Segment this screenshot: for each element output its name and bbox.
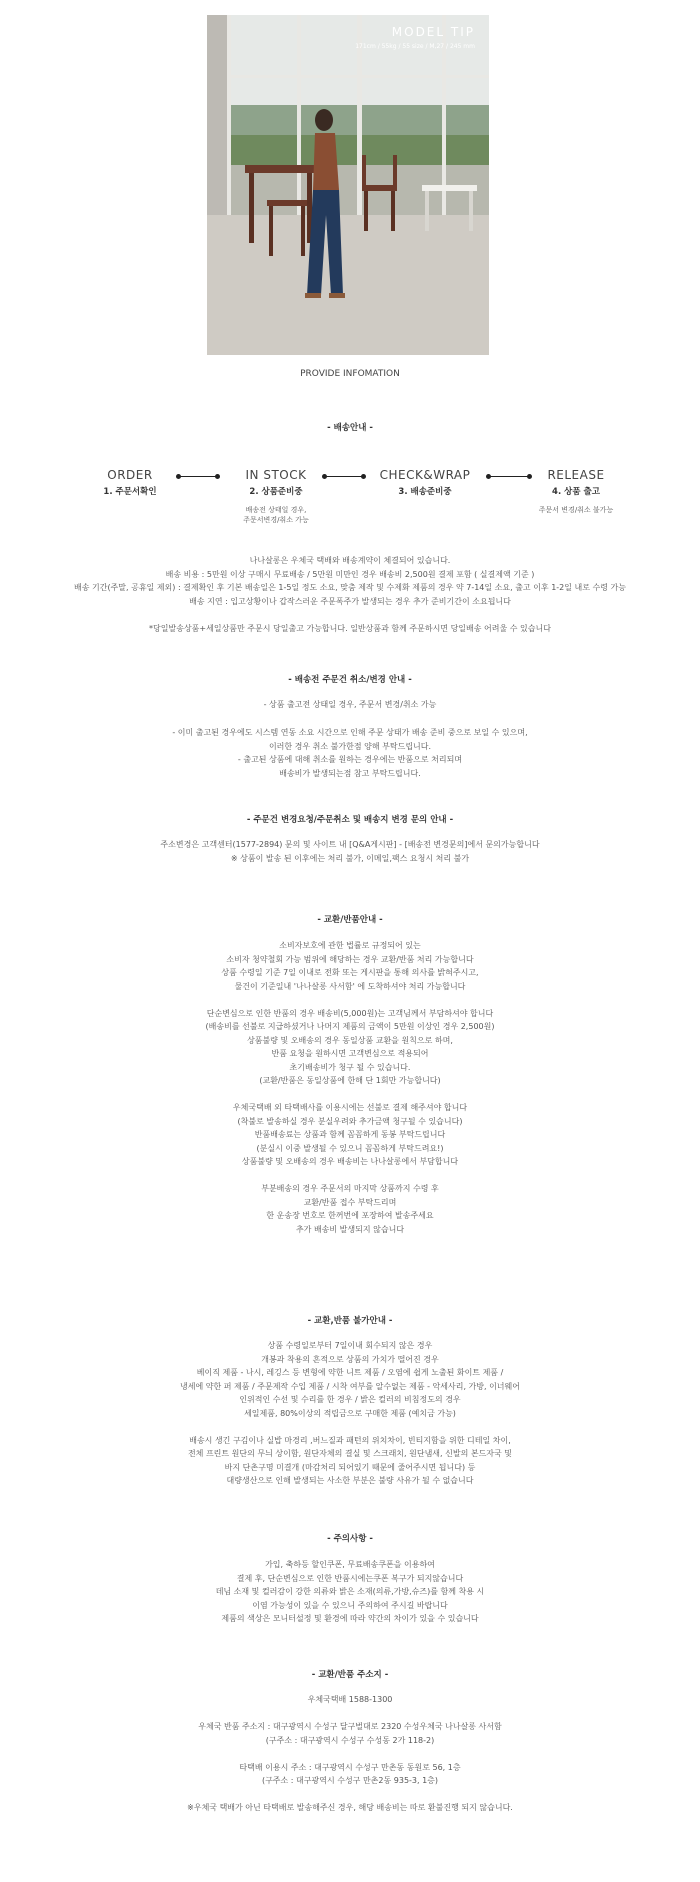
shipping-line: 배송 비용 : 5만원 이상 구매시 무료배송 / 5만원 미만인 경우 배송비 2,500원 결제 포함 ( 실결제액 기준 ) — [165, 569, 535, 579]
impossible-line: 대량생산으로 인해 발생되는 사소한 부분은 불량 사유가 될 수 없습니다 — [226, 1476, 474, 1485]
shipping-note: *당일발송상품+세일상품만 주문시 당일출고 가능합니다. 일반상품과 함께 주문하시면 당일배송 어려울 수 있습니다 — [149, 623, 551, 633]
exchange-line: 우체국택배 외 타택배사를 이용시에는 선불로 결제 해주셔야 합니다 — [232, 1103, 468, 1112]
exchange-line: (배송비를 선불로 지급하셨거나 나머지 제품의 금액이 5만원 이상인 경우 2,500원) — [205, 1022, 495, 1031]
impossible-line: 인위적인 수선 및 수리를 한 경우 / 밝은 컬러의 비침정도의 경우 — [239, 1395, 461, 1404]
exchange-line: (분실시 이중 발생될 수 있으니 꼼꼼하게 부탁드려요!) — [256, 1143, 444, 1153]
cancel-line: 이러한 경우 취소 불가한점 양해 부탁드립니다. — [268, 741, 432, 751]
address-line — [0, 1707, 700, 1721]
impossible-line — [0, 1420, 700, 1434]
impossible-line: 전체 프린트 원단의 무늬 상이함, 원단자체의 결실 및 스크래치, 원단냄새, 신발의 본드자국 및 — [187, 1449, 513, 1458]
step-arrow — [178, 476, 218, 477]
shipping-line: 배송 지연 : 입고상황이나 갑작스러운 주문폭주가 발생되는 경우 추가 준비기간이 소요됩니다 — [189, 596, 511, 606]
exchange-line: 상품 수령일 기준 7일 이내로 전화 또는 게시판을 통해 의사를 밝혀주시고, — [221, 968, 479, 977]
exchange-line: (교환/반품은 동일상품에 한해 단 1회만 가능합니다) — [259, 1076, 441, 1085]
cancel-line: - 이미 출고된 경우에도 시스템 연동 소요 시간으로 인해 주문 상태가 배송 준비 중으로 보일 수 있으며, — [172, 728, 528, 737]
caution-line: 데님 소재 및 컬러감이 강한 의류와 밝은 소재(의류,가방,슈즈)를 함께 착용 시 — [215, 1587, 485, 1596]
inquiry-line: ※ 상품이 발송 된 이후에는 처리 불가, 이메일,팩스 요청시 처리 불가 — [230, 853, 470, 863]
shipping-line: 나나살롱은 우체국 택배와 배송계약이 체결되어 있습니다. — [249, 556, 451, 565]
cancel-line: 배송비가 발생되는점 참고 부탁드립니다. — [279, 768, 421, 778]
address-note: ※우체국 택배가 아닌 타택배로 발송해주신 경우, 해당 배송비는 따로 환불진행 되지 않습니다. — [187, 1803, 513, 1812]
step-name: ORDER — [107, 468, 153, 482]
exchange-title: - 교환/반품안내 - — [317, 915, 383, 925]
impossible-line: 바지 단촌구명 미결개 (마감처리 되어있기 때문에 줄어주시면 됩니다) 등 — [224, 1462, 476, 1472]
caution-info — [0, 1558, 700, 1626]
exchange-line: (착불로 발송하실 경우 분실우려와 추가금액 청구될 수 있습니다) — [237, 1116, 463, 1126]
cancel-line: - 출고된 상품에 대해 취소를 원하는 경우에는 반품으로 처리되며 — [237, 755, 463, 764]
exchange-line — [0, 993, 700, 1007]
shipping-steps — [0, 468, 700, 538]
address-title: - 교환/반품 주소지 - — [311, 1670, 389, 1680]
step-release — [516, 468, 636, 515]
impossible-line: 냉세에 약한 퍼 제품 / 주문제작 수입 제품 / 시착 여부를 알수없는 제품 - 악세사리, 가방, 이너웨어 — [180, 1381, 520, 1391]
address-info — [0, 1693, 700, 1815]
impossible-title: - 교환,반품 불가안내 - — [307, 1316, 393, 1326]
impossible-line: 배송시 생긴 구김이나 실밥 마경리 ,버느질과 패턴의 위치차이, 빈티지함을 위한 디테일 차이, — [189, 1435, 511, 1445]
caution-line: 이염 가능성이 있을 수 있으니 주의하여 주시길 바랍니다 — [252, 1600, 448, 1610]
address-line — [0, 1747, 700, 1761]
address-line — [0, 1788, 700, 1802]
exchange-line: 추가 배송비 발생되지 않습니다 — [295, 1224, 405, 1234]
impossible-info — [0, 1339, 700, 1488]
exchange-line — [0, 1169, 700, 1183]
exchange-line: 반품 요청을 원하시면 고객변심으로 적용되어 — [271, 1049, 429, 1058]
exchange-line — [0, 1088, 700, 1102]
caution-title: - 주의사항 - — [327, 1534, 373, 1544]
shipping-line: 배송 기간(주말, 공휴일 제외) : 결제확인 후 기본 배송일은 1-5일 정도 소요, 맞춤 제작 및 수제화 제품의 경우 약 7-14일 소요, 출고 이후 1-2일 내로 수령 가능 — [73, 583, 626, 592]
exchange-line: 초기배송비가 청구 될 수 있습니다. — [289, 1062, 411, 1072]
step-sub: 3. 배송준비중 — [398, 487, 452, 497]
exchange-line: 반품배송료는 상품과 함께 꼼꼼하게 동봉 부탁드립니다 — [254, 1130, 446, 1139]
exchange-line: 상품불량 및 오배송의 경우 배송비는 나나살롱에서 부담합니다 — [241, 1157, 459, 1166]
cancel-lead: - 상품 출고전 상태일 경우, 주문서 변경/취소 가능 — [263, 700, 437, 709]
step-desc: 배송전 상태일 경우, 주문서변경/취소 가능 — [243, 506, 309, 524]
step-name: IN STOCK — [245, 468, 307, 482]
impossible-line: 베이직 제품 - 나시, 레깅스 등 변형에 약한 니트 제품 / 오염에 쉽게 노출된 화이트 제품 / — [196, 1368, 504, 1377]
exchange-line: 단순변심으로 인한 반품의 경우 배송비(5,000원)는 고객님께서 부담하셔야 합니다 — [206, 1008, 494, 1018]
exchange-info — [0, 939, 700, 1236]
step-check-wrap — [365, 468, 485, 497]
address-line: 타택배 이용시 주소 : 대구광역시 수성구 만촌동 동원로 56, 1층 — [239, 1762, 461, 1772]
step-order — [70, 468, 190, 497]
exchange-line: 소비자 청약철회 가능 범위에 해당하는 경우 교환/반품 처리 가능합니다 — [226, 954, 474, 964]
step-in-stock — [216, 468, 336, 525]
inquiry-title: - 주문건 변경요청/주문취소 및 배송지 변경 문의 안내 - — [246, 815, 454, 825]
step-name: CHECK&WRAP — [379, 468, 471, 482]
model-tip-info: 171cm / 55kg / 55 size / M,27 / 245 mm — [355, 43, 475, 50]
step-sub: 2. 상품준비중 — [249, 487, 303, 497]
shipping-info — [0, 554, 700, 635]
address-line: 우체국택배 1588-1300 — [307, 1695, 393, 1704]
exchange-line: 소비자보호에 관한 법률로 규정되어 있는 — [279, 941, 421, 950]
model-tip — [355, 25, 475, 50]
exchange-line: 교환/반품 접수 부탁드리며 — [303, 1197, 397, 1207]
impossible-line: 상품 수령일로부터 7일이내 회수되지 않은 경우 — [267, 1341, 433, 1350]
cancel-info — [0, 726, 700, 780]
impossible-line: 세일제품, 80%이상의 적립금으로 구매한 제품 (예치금 가능) — [244, 1408, 456, 1418]
impossible-line: 개봉과 착용의 흔적으로 상품의 가치가 떨어진 경우 — [261, 1354, 439, 1364]
step-arrow — [324, 476, 364, 477]
address-line: (구주소 : 대구광역시 수성구 수성동 2가 118-2) — [265, 1735, 435, 1745]
step-sub: 4. 상품 출고 — [552, 487, 600, 497]
address-line: (구주소 : 대구광역시 수성구 만촌2동 935-3, 1층) — [261, 1776, 439, 1785]
inquiry-line: 주소변경은 고객센터(1577-2894) 문의 및 사이트 내 [Q&A게시판] - [배송전 변경문의]에서 문의가능합니다 — [160, 840, 540, 849]
step-desc: 주문서 변경/취소 불가능 — [538, 506, 614, 514]
exchange-line: 물건이 기준일내 '나나살롱 사서함' 에 도착하셔야 처리 가능합니다 — [234, 981, 466, 991]
shipping-line — [0, 608, 700, 622]
step-name: RELEASE — [547, 468, 605, 482]
step-sub: 1. 주문서확인 — [103, 487, 157, 497]
cancel-title: - 배송전 주문건 취소/변경 안내 - — [288, 675, 412, 685]
exchange-line: 상품불량 및 오배송의 경우 동일상품 교환을 원칙으로 하며, — [247, 1035, 453, 1045]
model-photo — [207, 15, 489, 355]
caution-line: 제품의 색상은 모니터설정 및 환경에 따라 약간의 차이가 있을 수 있습니다 — [221, 1614, 479, 1623]
model-tip-title: MODEL TIP — [391, 25, 475, 39]
caution-line: 가입, 축하등 할인쿠폰, 무료배송쿠폰을 이용하여 — [265, 1560, 435, 1569]
exchange-line: 부분배송의 경우 주문서의 마지막 상품까지 수령 후 — [261, 1184, 439, 1193]
address-line: 우체국 반품 주소지 : 대구광역시 수성구 달구벌대로 2320 수성우체국 나나살롱 사서함 — [198, 1722, 502, 1731]
model-photo-illustration — [207, 15, 489, 355]
inquiry-info — [0, 838, 700, 865]
provide-label: PROVIDE INFOMATION — [300, 369, 400, 379]
caution-line: 결제 후, 단순변심으로 인한 반품시에는쿠폰 복구가 되지않습니다 — [236, 1573, 464, 1583]
exchange-line: 한 운송장 번호로 한꺼번에 포장하여 발송주세요 — [266, 1211, 434, 1220]
shipping-title: - 배송안내 - — [327, 423, 373, 433]
